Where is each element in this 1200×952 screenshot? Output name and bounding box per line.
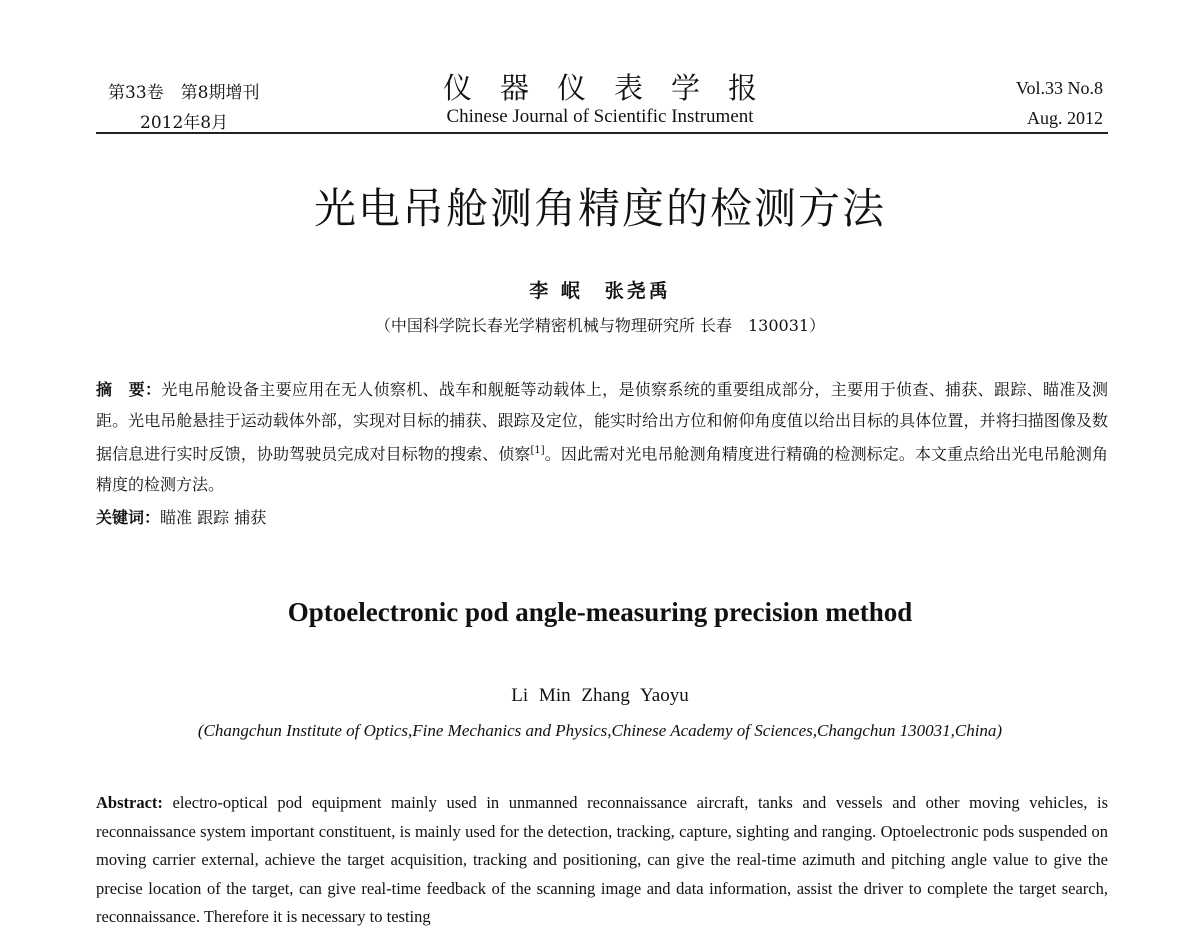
citation-ref: [1] <box>530 445 545 456</box>
date-cn: 2012年8月 <box>140 113 229 133</box>
date-en: Aug. 2012 <box>1027 108 1103 128</box>
authors-en: Li Min Zhang Yaoyu <box>511 685 689 706</box>
header-rule <box>96 132 1108 134</box>
volume-issue-cn: 第33卷 第8期增刊 <box>108 83 260 103</box>
keywords-label-cn: 关键词： <box>96 508 161 527</box>
abstract-en <box>96 789 1108 932</box>
abstract-text-en: electro-optical pod equipment mainly used in unmanned reconnaissance aircraft, tanks and vessels and other moving vehicles, is reconnaissance system important constituent, is mainly used for the detection, tracking, capture, sighting and ranging. Optoelectronic pods suspended on moving carrier external, achieve the target acquisition, tracking and positioning, can give the real-time azimuth and pitching angle value to give the precise location of the target, can give real-time feedback of the scanning image and data information, assist the driver to complete the target search, reconnaissance. Therefore it is necessary to testing <box>96 793 1108 927</box>
keywords-text-cn: 瞄准 跟踪 捕获 <box>160 508 267 527</box>
keywords-cn <box>96 505 266 528</box>
journal-title-cn: 仪器仪表学报 <box>442 71 785 105</box>
volume-issue-en: Vol.33 No.8 <box>1015 78 1103 98</box>
paper-title-cn: 光电吊舱测角精度的检测方法 <box>313 184 886 233</box>
paper-title-en: Optoelectronic pod angle-measuring precision method <box>287 597 913 627</box>
abstract-label-cn: 摘 要： <box>96 380 162 399</box>
affiliation-en: (Changchun Institute of Optics,Fine Mechanics and Physics,Chinese Academy of Sciences,Changchun 130031,China) <box>197 721 1003 740</box>
abstract-label-en: Abstract: <box>96 793 163 812</box>
abstract-text-cn-2: 。因此需对光电吊舱测角精度进行精确的检测标定。本文重点给出光电吊舱测角精度的检测方法。 <box>96 444 1108 494</box>
abstract-text-cn: 光电吊舱设备主要应用在无人侦察机、战车和舰艇等动载体上，是侦察系统的重要组成部分，主要用于侦查、捕获、跟踪、瞄准及测距。光电吊舱悬挂于运动载体外部，实现对目标的捕获、跟踪及定位，能实时给出方位和俯仰角度值以给出目标的具体位置，并将扫描图像及数据信息进行实时反馈，协助驾驶员完成对目标物的搜索、侦察 <box>96 380 1108 464</box>
authors-cn: 李 岷 张尧禹 <box>529 280 671 302</box>
abstract-cn <box>96 375 1108 500</box>
journal-title-en: Chinese Journal of Scientific Instrument <box>446 106 754 127</box>
affiliation-cn: （中国科学院长春光学精密机械与物理研究所 长春 130031） <box>374 316 826 335</box>
